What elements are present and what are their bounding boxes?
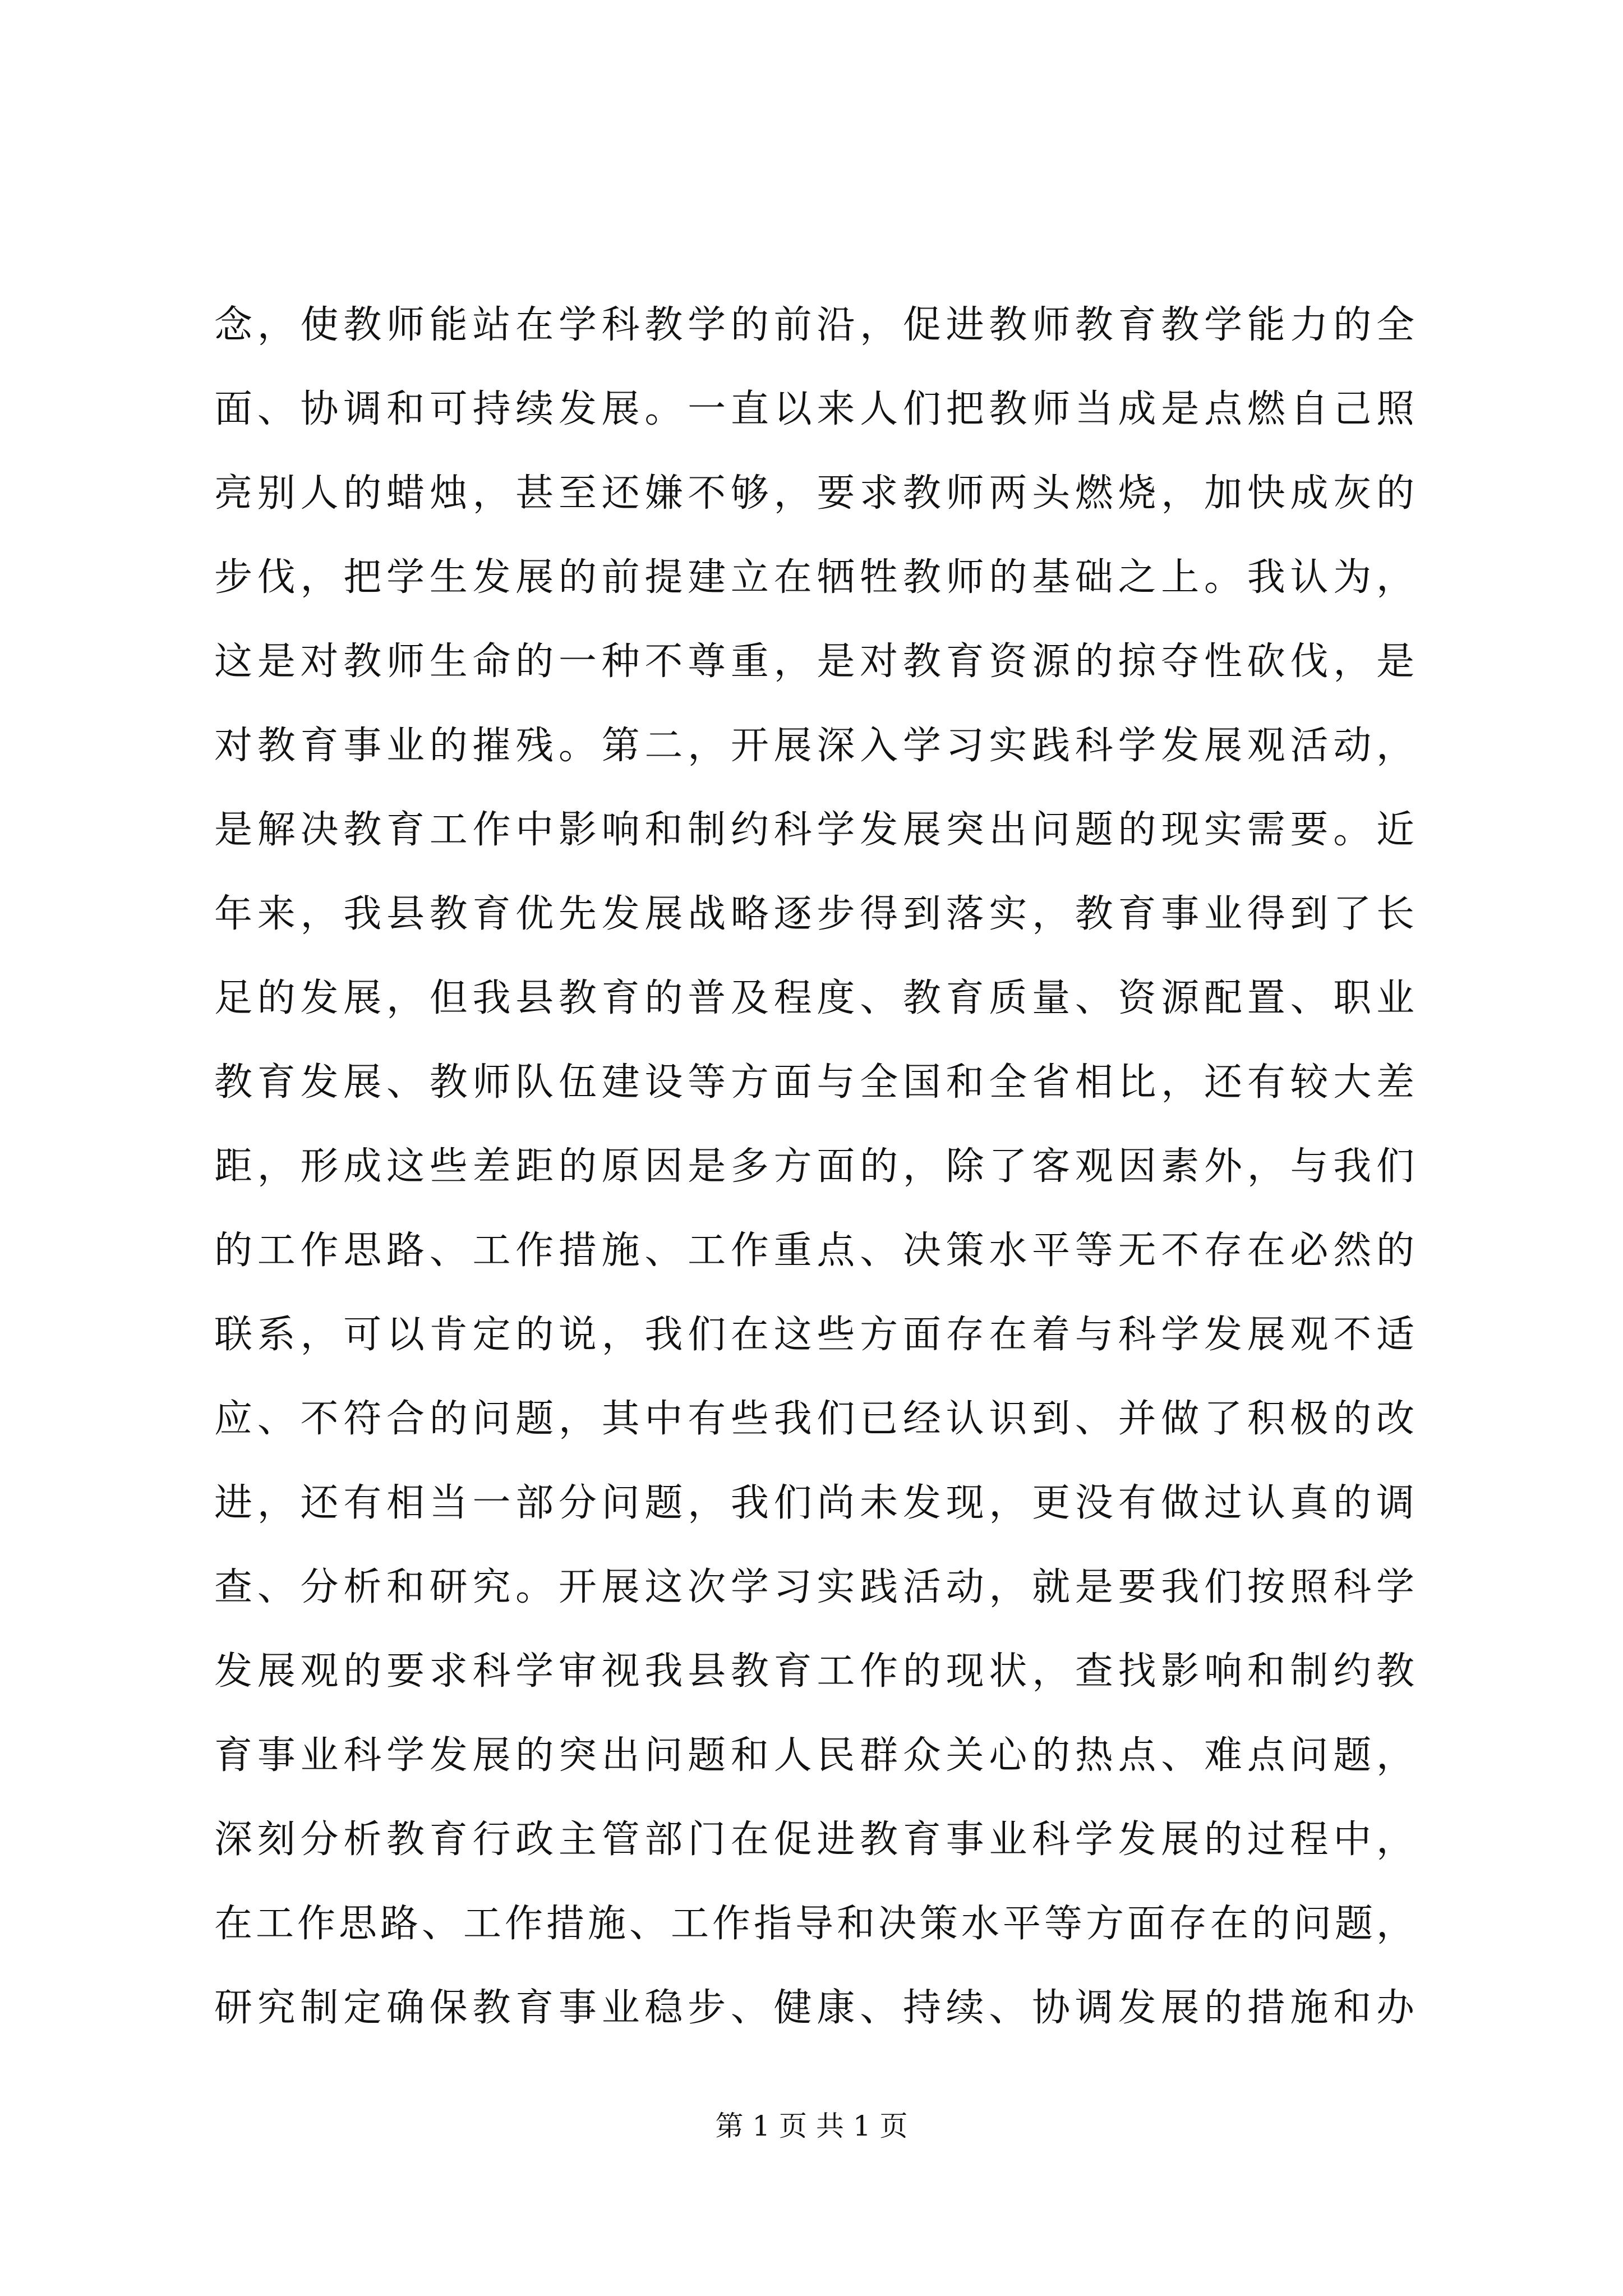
- text-line-18: 育事业科学发展的突出问题和人民群众关心的热点、难点问题，: [214, 1733, 1414, 1778]
- text-line-2: 面、协调和可持续发展。一直以来人们把教师当成是点燃自己照: [214, 387, 1414, 431]
- text-line-10: 教育发展、教师队伍建设等方面与全国和全省相比，还有较大差: [214, 1060, 1414, 1105]
- text-line-13: 联系，可以肯定的说，我们在这些方面存在着与科学发展观不适: [214, 1313, 1414, 1357]
- text-line-1: 念，使教师能站在学科教学的前沿，促进教师教育教学能力的全: [214, 303, 1414, 347]
- text-line-19: 深刻分析教育行政主管部门在促进教育事业科学发展的过程中，: [214, 1818, 1414, 1862]
- text-line-8: 年来，我县教育优先发展战略逐步得到落实，教育事业得到了长: [214, 892, 1414, 936]
- text-line-11: 距，形成这些差距的原因是多方面的，除了客观因素外，与我们: [214, 1144, 1414, 1189]
- text-line-17: 发展观的要求科学审视我县教育工作的现状，查找影响和制约教: [214, 1649, 1414, 1694]
- text-line-20: 在工作思路、工作措施、工作指导和决策水平等方面存在的问题，: [214, 1902, 1414, 1946]
- text-line-9: 足的发展，但我县教育的普及程度、教育质量、资源配置、职业: [214, 976, 1414, 1020]
- text-line-3: 亮别人的蜡烛，甚至还嫌不够，要求教师两头燃烧，加快成灰的: [214, 471, 1414, 516]
- text-line-14: 应、不符合的问题，其中有些我们已经认识到、并做了积极的改: [214, 1397, 1414, 1441]
- text-line-7: 是解决教育工作中影响和制约科学发展突出问题的现实需要。近: [214, 808, 1414, 852]
- text-line-21: 研究制定确保教育事业稳步、健康、持续、协调发展的措施和办: [214, 1986, 1414, 2030]
- page-footer: 第 1 页 共 1 页: [715, 2110, 908, 2142]
- text-line-4: 步伐，把学生发展的前提建立在牺牲教师的基础之上。我认为，: [214, 555, 1414, 600]
- text-line-12: 的工作思路、工作措施、工作重点、决策水平等无不存在必然的: [214, 1228, 1414, 1273]
- text-line-6: 对教育事业的摧残。第二，开展深入学习实践科学发展观活动，: [214, 724, 1414, 768]
- text-line-5: 这是对教师生命的一种不尊重，是对教育资源的掠夺性砍伐，是: [214, 639, 1414, 684]
- text-line-15: 进，还有相当一部分问题，我们尚未发现，更没有做过认真的调: [214, 1481, 1414, 1525]
- text-line-16: 查、分析和研究。开展这次学习实践活动，就是要我们按照科学: [214, 1565, 1414, 1609]
